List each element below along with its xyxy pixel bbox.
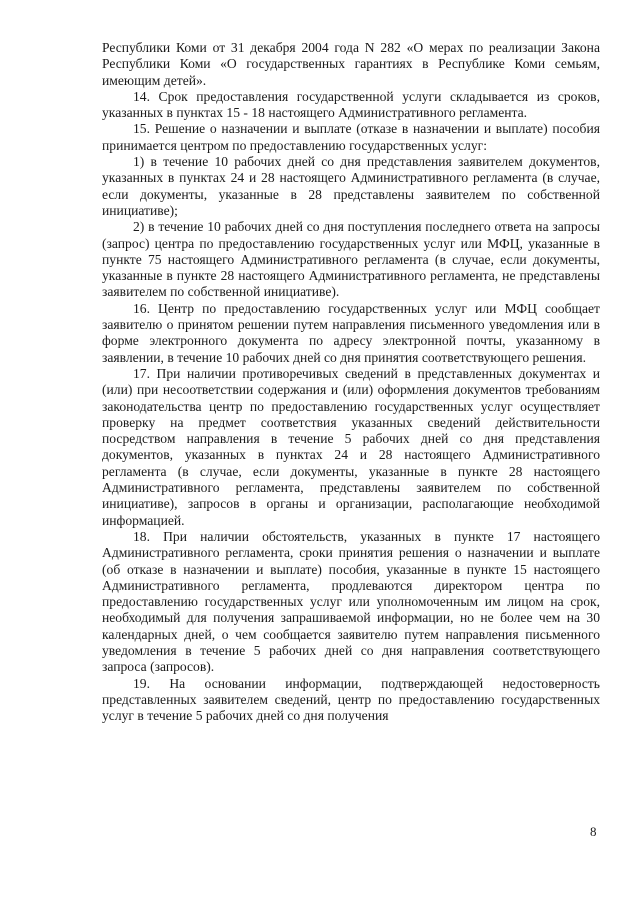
document-body <box>102 40 600 724</box>
paragraph-14: 14. Срок предоставления государственной услуги складывается из сроков, указанных в пунктах 15 - 18 настоящего Административного регламента. <box>102 88 600 121</box>
paragraph-16: 16. Центр по предоставлению государственных услуг или МФЦ сообщает заявителю о принятом решении путем направления письменного уведомления или в форме электронного документа по адресу электронной почты, указанному в заявлении, в течение 10 рабочих дней со дня принятия соответствующего решения. <box>102 300 600 365</box>
paragraph-18: 18. При наличии обстоятельств, указанных в пункте 17 настоящего Административного регламента, сроки принятия решения о назначении и выплате (об отказе в назначении и выплате) пособия, указанные в пункте 15 настоящего Административного регламента, продлеваются директором центра по предоставлению государственных услуг или уполномоченным им лицом на срок, необходимый для получения запрашиваемой информации, но не более чем на 30 календарных дней, о чем сообщается заявителю путем направления письменного уведомления в течение 5 рабочих дней со дня направления соответствующего запроса (запросов). <box>102 528 600 675</box>
paragraph-15-item-2: 2) в течение 10 рабочих дней со дня поступления последнего ответа на запросы (запрос) центра по предоставлению государственных услуг или МФЦ, указанные в пункте 75 настоящего Административного регламента (в случае, если документы, указанные в пункте 28 настоящего Административного регламента, не представлены заявителем по собственной инициативе). <box>102 219 600 300</box>
paragraph-19: 19. На основании информации, подтверждающей недостоверность представленных заявителем сведений, центр по предоставлению государственных услуг в течение 5 рабочих дней со дня получения <box>102 675 600 724</box>
page-number: 8 <box>590 824 597 839</box>
paragraph-17: 17. При наличии противоречивых сведений в представленных документах и (или) при несоответствии содержания и (или) оформления документов требованиям законодательства центр по предоставлению государственных услуг осуществляет проверку на предмет соответствия указанных сведений действительности посредством направления в течение 5 рабочих дней со дня представления документов, указанных в пунктах 24 и 28 настоящего Административного регламента (в случае, если документы, указанные в пункте 28 настоящего Административного регламента, представлены заявителем по собственной инициативе), запросов в органы и организации, располагающие необходимой информацией. <box>102 365 600 528</box>
paragraph-15: 15. Решение о назначении и выплате (отказе в назначении и выплате) пособия принимается центром по предоставлению государственных услуг: <box>102 121 600 153</box>
paragraph-continuation: Республики Коми от 31 декабря 2004 года N 282 «О мерах по реализации Закона Республики Коми «О государственных гарантиях в Республике Коми семьям, имеющим детей». <box>102 40 600 88</box>
paragraph-15-item-1: 1) в течение 10 рабочих дней со дня представления заявителем документов, указанных в пунктах 24 и 28 настоящего Административного регламента (в случае, если документы, указанные в 28 представлены заявителем по собственной инициативе); <box>102 154 600 218</box>
